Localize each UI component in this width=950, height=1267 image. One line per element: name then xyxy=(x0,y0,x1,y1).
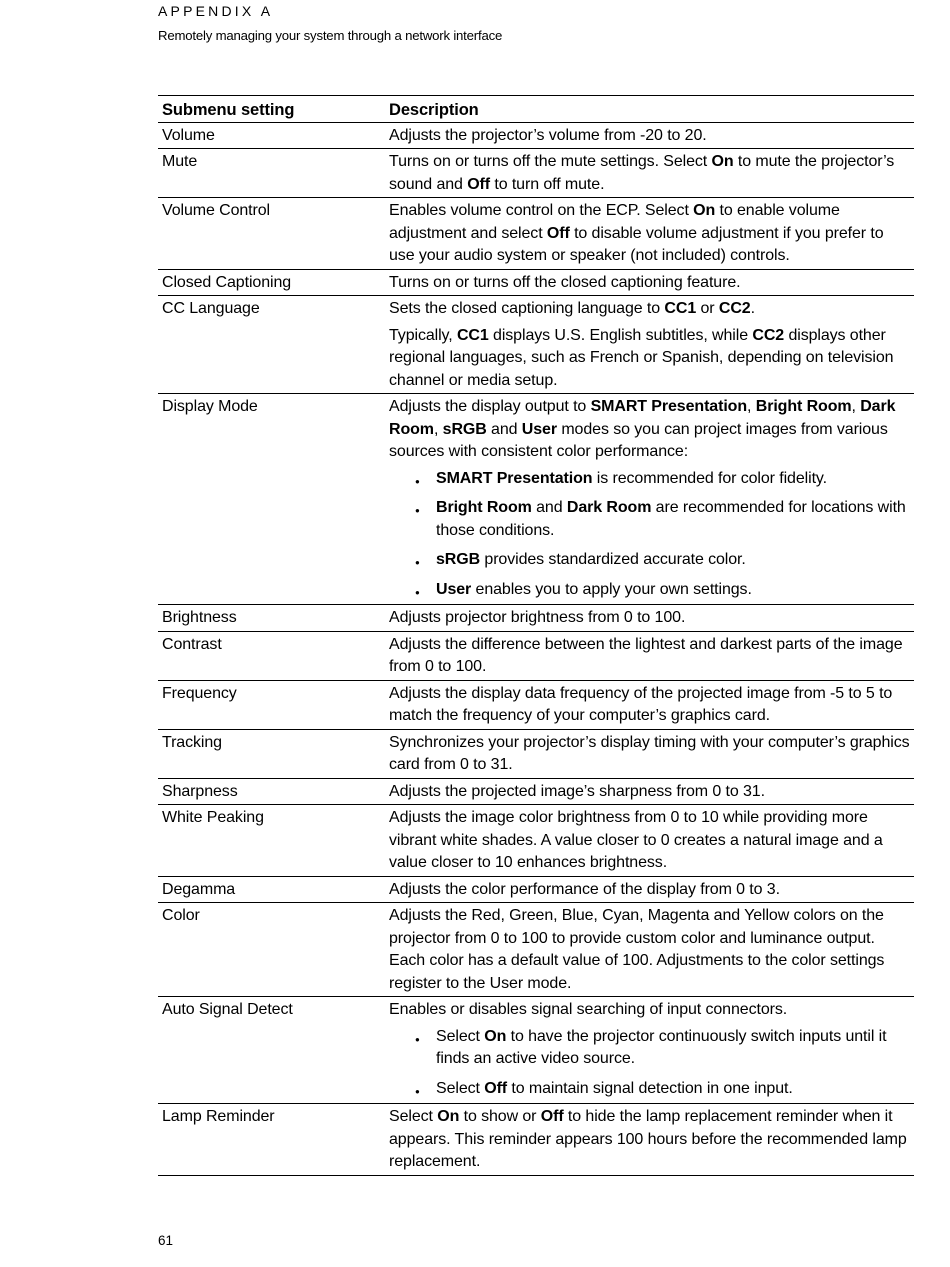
text-run: Select xyxy=(436,1027,485,1045)
setting-name: White Peaking xyxy=(158,805,385,877)
text-run: Adjusts the display data frequency of the projected image from -5 to 5 to match the frequency of your computer’s graphics card. xyxy=(389,684,893,724)
description-paragraph xyxy=(389,999,910,1022)
bullet-item xyxy=(436,468,910,491)
text-run: Enables volume control on the ECP. Select xyxy=(389,202,694,219)
table-row xyxy=(158,805,914,877)
bold-text: Off xyxy=(546,224,570,242)
table-header-row xyxy=(158,96,914,123)
bullet-item xyxy=(436,497,910,542)
setting-description xyxy=(385,631,914,680)
table-body xyxy=(158,122,914,1175)
text-run: to enable volume adjustment and select xyxy=(389,202,840,242)
bold-text: Off xyxy=(540,1108,564,1125)
description-paragraph xyxy=(389,607,910,630)
bold-text: CC2 xyxy=(752,326,785,344)
text-run: Enables or disables signal searching of input connectors. xyxy=(389,1001,788,1018)
text-run: to maintain signal detection in one input. xyxy=(507,1079,793,1097)
text-run: are recommended for locations with those conditions. xyxy=(436,499,906,539)
text-run: to mute the projector’s sound and xyxy=(389,153,895,193)
description-paragraph xyxy=(389,298,910,321)
bullet-item xyxy=(436,549,910,572)
bold-text: sRGB xyxy=(436,551,481,568)
bold-text: CC1 xyxy=(456,326,489,344)
setting-description xyxy=(385,778,914,805)
setting-name: Color xyxy=(158,903,385,997)
bold-text: SMART Presentation xyxy=(436,469,593,487)
bold-text: Bright Room xyxy=(436,499,532,516)
setting-name: Auto Signal Detect xyxy=(158,997,385,1104)
description-paragraph xyxy=(389,781,910,804)
setting-description xyxy=(385,198,914,270)
bold-text: User xyxy=(521,420,557,438)
table-row xyxy=(158,876,914,903)
bold-text: Dark Room xyxy=(389,398,896,438)
text-run: displays U.S. English subtitles, while xyxy=(488,326,753,344)
description-paragraph xyxy=(389,200,910,268)
bold-text: On xyxy=(711,153,734,170)
text-run: Adjusts projector brightness from 0 to 100. xyxy=(389,609,686,626)
text-run: Adjusts the Red, Green, Blue, Cyan, Magenta and Yellow colors on the projector from 0 to 100 to provide custom color and luminance output. Each color has a default value of 100. Adjustments to the color settings register to the User mode. xyxy=(389,907,885,992)
setting-description xyxy=(385,805,914,877)
bold-text: User xyxy=(436,580,472,598)
setting-name: Degamma xyxy=(158,876,385,903)
description-paragraph xyxy=(389,125,910,148)
description-paragraph xyxy=(389,272,910,295)
text-run: and xyxy=(486,420,522,438)
column-header-setting: Submenu setting xyxy=(158,96,385,123)
text-run: Adjusts the difference between the lightest and darkest parts of the image from 0 to 100. xyxy=(389,635,903,675)
text-run: Turns on or turns off the mute settings. Select xyxy=(389,153,712,170)
description-paragraph xyxy=(389,634,910,679)
setting-name: Brightness xyxy=(158,605,385,632)
text-run: displays other regional languages, such as French or Spanish, depending on television channel or media setup. xyxy=(389,326,894,389)
setting-description xyxy=(385,876,914,903)
setting-name: CC Language xyxy=(158,296,385,394)
bullet-list xyxy=(389,468,910,602)
bold-text: Bright Room xyxy=(755,398,852,415)
setting-name: Lamp Reminder xyxy=(158,1104,385,1176)
text-run: , xyxy=(851,398,861,415)
text-run: Adjusts the image color brightness from 0 to 10 while providing more vibrant white shades. A value closer to 0 creates a natural image and a value closer to 10 enhances brightness. xyxy=(389,809,883,871)
text-run: Adjusts the display output to xyxy=(389,398,591,415)
bold-text: On xyxy=(484,1027,507,1045)
setting-description xyxy=(385,997,914,1104)
setting-name: Tracking xyxy=(158,729,385,778)
chapter-subtitle: Remotely managing your system through a network interface xyxy=(158,28,503,43)
bullet-item xyxy=(436,1078,910,1101)
setting-description xyxy=(385,605,914,632)
table-row xyxy=(158,778,914,805)
text-run: Sets the closed captioning language to xyxy=(389,300,665,317)
table-row xyxy=(158,903,914,997)
text-run: Synchronizes your projector’s display timing with your computer’s graphics card from 0 to 31. xyxy=(389,733,910,773)
text-run: or xyxy=(696,300,719,317)
bold-text: sRGB xyxy=(442,420,487,438)
table-row xyxy=(158,269,914,296)
setting-description xyxy=(385,394,914,605)
table-row xyxy=(158,122,914,149)
setting-description xyxy=(385,1104,914,1176)
bold-text: On xyxy=(437,1108,460,1125)
table-row xyxy=(158,997,914,1104)
bullet-item xyxy=(436,579,910,602)
description-paragraph xyxy=(389,879,910,902)
setting-description xyxy=(385,269,914,296)
text-run: modes so you can project images from various sources with consistent color performance: xyxy=(389,420,888,460)
bold-text: Off xyxy=(484,1079,508,1097)
description-paragraph xyxy=(389,683,910,728)
description-paragraph xyxy=(389,325,910,393)
text-run: , xyxy=(747,398,756,415)
description-paragraph xyxy=(389,1106,910,1174)
bold-text: CC1 xyxy=(664,300,697,317)
setting-name: Volume Control xyxy=(158,198,385,270)
setting-name: Volume xyxy=(158,122,385,149)
bold-text: On xyxy=(693,202,716,219)
text-run: Adjusts the color performance of the display from 0 to 3. xyxy=(389,880,780,898)
description-paragraph xyxy=(389,151,910,196)
setting-name: Sharpness xyxy=(158,778,385,805)
setting-description xyxy=(385,680,914,729)
text-run: to have the projector continuously switch inputs until it finds an active video source. xyxy=(436,1027,887,1067)
setting-name: Closed Captioning xyxy=(158,269,385,296)
setting-description xyxy=(385,149,914,198)
bullet-list xyxy=(389,1026,910,1101)
setting-description xyxy=(385,296,914,394)
setting-name: Contrast xyxy=(158,631,385,680)
text-run: to show or xyxy=(459,1108,541,1125)
setting-name: Mute xyxy=(158,149,385,198)
bold-text: CC2 xyxy=(718,300,751,317)
table-row xyxy=(158,680,914,729)
table-row xyxy=(158,149,914,198)
table-row xyxy=(158,394,914,605)
bold-text: Off xyxy=(467,175,490,193)
table-row xyxy=(158,605,914,632)
bold-text: SMART Presentation xyxy=(590,398,748,415)
setting-description xyxy=(385,729,914,778)
page-number: 61 xyxy=(158,1233,174,1248)
table-row xyxy=(158,729,914,778)
text-run: enables you to apply your own settings. xyxy=(471,580,752,598)
text-run: to disable volume adjustment if you prefer to use your audio system or speaker (not included) controls. xyxy=(389,224,884,264)
text-run: and xyxy=(531,499,567,516)
text-run: Adjusts the projected image’s sharpness from 0 to 31. xyxy=(389,782,765,800)
table-row xyxy=(158,296,914,394)
table-row xyxy=(158,631,914,680)
setting-name: Frequency xyxy=(158,680,385,729)
setting-name: Display Mode xyxy=(158,394,385,605)
table-row xyxy=(158,1104,914,1176)
text-run: . xyxy=(750,300,755,317)
setting-description xyxy=(385,122,914,149)
bullet-item xyxy=(436,1026,910,1071)
description-paragraph xyxy=(389,905,910,995)
setting-description xyxy=(385,903,914,997)
text-run: Adjusts the projector’s volume from -20 to 20. xyxy=(389,126,707,144)
text-run: is recommended for color fidelity. xyxy=(592,469,827,487)
table-row xyxy=(158,198,914,270)
text-run: Select xyxy=(389,1108,438,1125)
text-run: Turns on or turns off the closed captioning feature. xyxy=(389,273,741,291)
text-run: to hide the lamp replacement reminder when it appears. This reminder appears 100 hours before the recommended lamp replacement. xyxy=(389,1108,907,1170)
appendix-label: APPENDIX A xyxy=(158,3,274,19)
text-run: , xyxy=(433,420,443,438)
column-header-description: Description xyxy=(385,96,914,123)
description-paragraph xyxy=(389,807,910,875)
text-run: to turn off mute. xyxy=(490,175,605,193)
submenu-settings-table xyxy=(158,95,914,1176)
description-paragraph xyxy=(389,732,910,777)
text-run: Typically, xyxy=(389,326,457,344)
text-run: Select xyxy=(436,1079,485,1097)
bold-text: Dark Room xyxy=(566,499,652,516)
text-run: provides standardized accurate color. xyxy=(480,551,746,568)
description-paragraph xyxy=(389,396,910,464)
